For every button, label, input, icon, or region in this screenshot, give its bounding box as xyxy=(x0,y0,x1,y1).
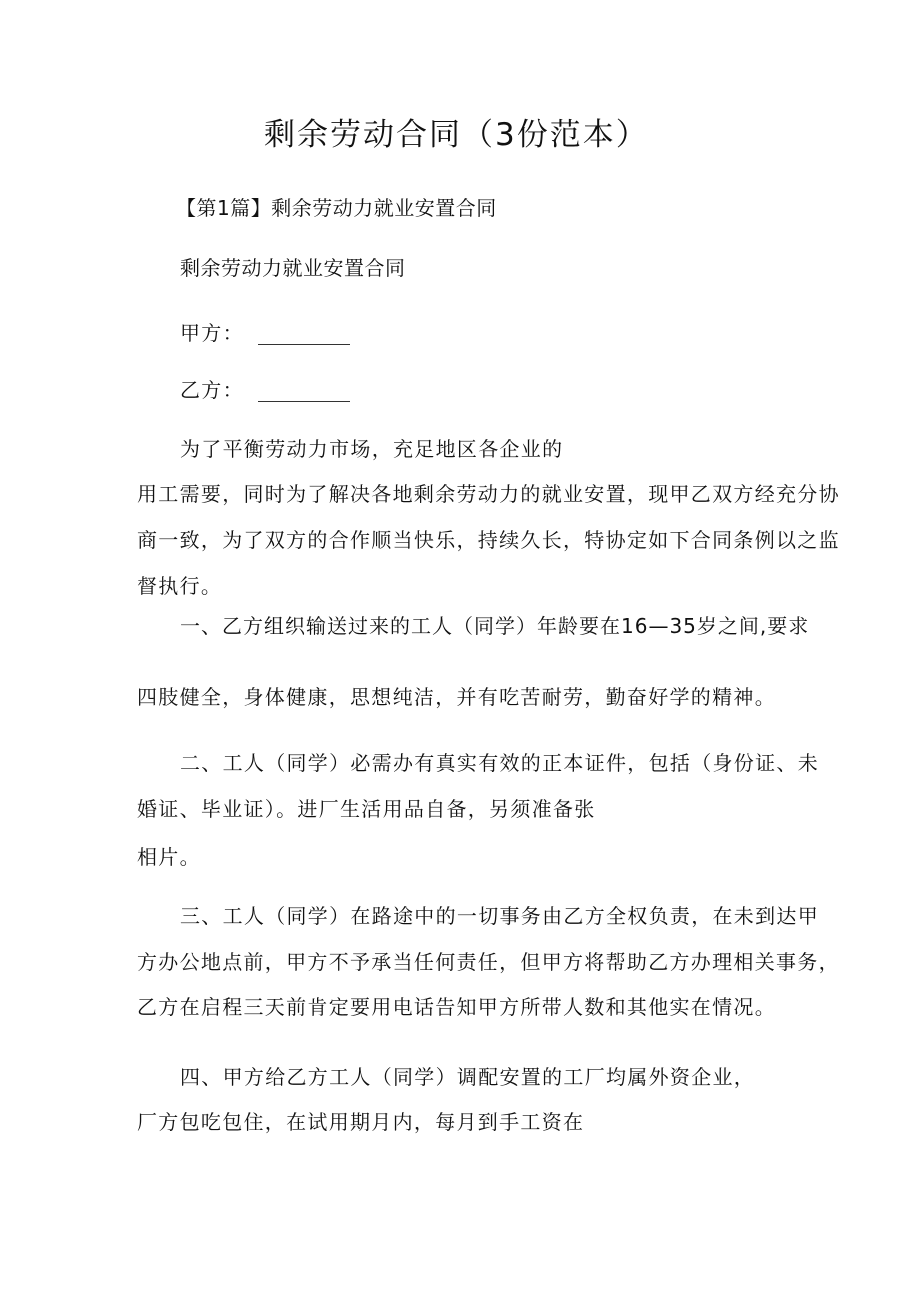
body-line: 用工需要，同时为了解决各地剩余劳动力的就业安置，现甲乙双方经充分协 xyxy=(137,482,840,506)
party-b-blank xyxy=(258,381,350,402)
document-title: 剩余劳动合同（3份范本） xyxy=(264,117,649,153)
body-line: 二、工人（同学）必需办有真实有效的正本证件，包括（身份证、未 xyxy=(180,751,819,775)
party-a-field xyxy=(180,321,350,345)
party-a-label: 甲方： xyxy=(180,321,244,345)
body-line: 四、甲方给乙方工人（同学）调配安置的工厂均属外资企业， xyxy=(180,1065,756,1089)
body-line: 为了平衡劳动力市场，充足地区各企业的 xyxy=(180,437,564,461)
body-line: 婚证、毕业证）。进厂生活用品自备，另须准备张 xyxy=(137,797,596,821)
party-a-blank xyxy=(258,324,350,345)
contract-title: 剩余劳动力就业安置合同 xyxy=(180,256,406,280)
body-line: 三、工人（同学）在路途中的一切事务由乙方全权负责，在未到达甲 xyxy=(180,904,819,928)
body-line: 乙方在启程三天前肯定要用电话告知甲方所带人数和其他实在情况。 xyxy=(137,995,776,1019)
body-line: 一、乙方组织输送过来的工人（同学）年龄要在16—35岁之间,要求 xyxy=(180,614,810,638)
body-line: 四肢健全，身体健康，思想纯洁，并有吃苦耐劳，勤奋好学的精神。 xyxy=(137,685,776,709)
party-b-field xyxy=(180,378,350,402)
section-heading: 【第1篇】剩余劳动力就业安置合同 xyxy=(176,196,497,220)
party-b-label: 乙方： xyxy=(180,378,244,402)
body-line: 督执行。 xyxy=(137,574,223,598)
body-line: 相片。 xyxy=(137,845,201,869)
body-line: 商一致，为了双方的合作顺当快乐，持续久长，特协定如下合同条例以之监 xyxy=(137,528,840,552)
body-line: 方办公地点前，甲方不予承当任何责任，但甲方将帮助乙方办理相关事务， xyxy=(137,950,840,974)
body-line: 厂方包吃包住，在试用期月内，每月到手工资在 xyxy=(137,1110,585,1134)
